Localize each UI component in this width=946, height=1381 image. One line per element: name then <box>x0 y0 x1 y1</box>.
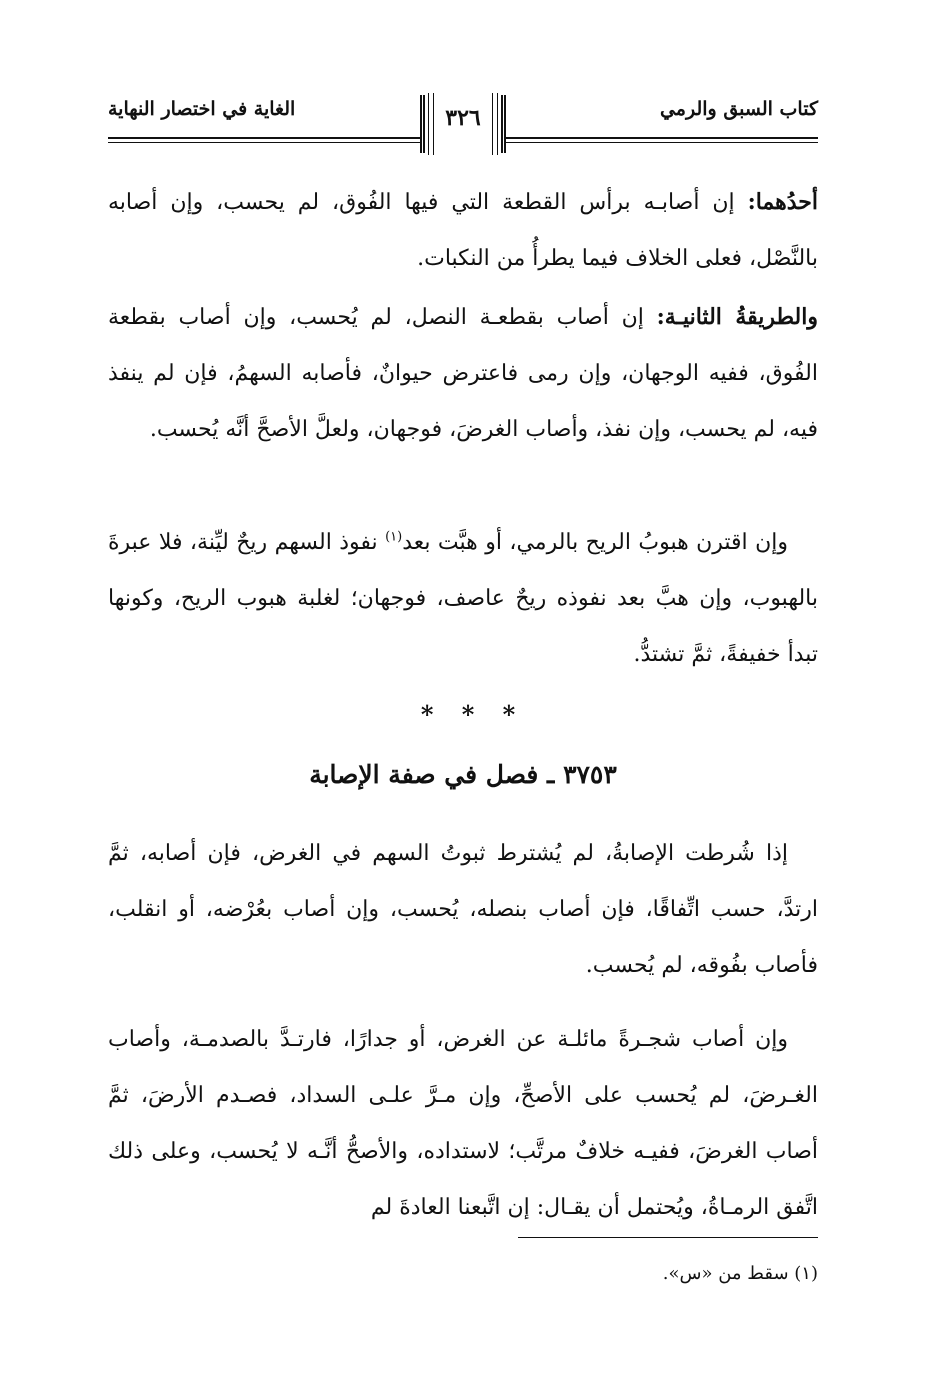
paragraph-1 <box>108 174 818 287</box>
section-title: ٣٧٥٣ ـ فصل في صفة الإصابة <box>309 760 617 789</box>
paragraph-4-text: إذا شُرطت الإصابةُ، لم يُشترط ثبوتُ السهم في الغرض، فإن أصابه، ثمَّ ارتدَّ، حسب اتِّفاقًا، فإن أصاب بنصله، يُحسب، وإن أصاب بعُرْضه، أو انقلب، فأصاب بفُوقه، لم يُحسب. <box>108 841 818 978</box>
paragraph-3-text-after: نفوذ السهم ريحٌ ليِّنة، فلا عبرةَ بالهبوب، وإن هبَّ بعد نفوذه ريحٌ عاصف، فوجهان؛ لغلبة هبوب الريح، وكونها تبدأ خفيفةً، ثمَّ تشتدُّ. <box>108 530 818 667</box>
footnote: (١) سقط من «س». <box>662 1263 818 1284</box>
book-title: الغاية في اختصار النهاية <box>108 98 296 120</box>
paragraph-5 <box>108 1012 818 1236</box>
chapter-title: كتاب السبق والرمي <box>659 98 818 120</box>
paragraph-3 <box>108 515 818 683</box>
footnote-rule <box>518 1237 818 1238</box>
paragraph-2 <box>108 289 818 458</box>
paragraph-4 <box>108 826 818 994</box>
paragraph-2-text: إن أصاب بقطعـة النصل، لم يُحسب، وإن أصاب بقطعة الفُوق، ففيه الوجهان، وإن رمى فاعترض حيوانٌ، فأصابه السهمُ، فإن لم ينفذ فيه، لم يحسب، وإن نفذ، وأصاب الغرضَ، فوجهان، ولعلَّ الأصحَّ أنَّه يُحسب. <box>108 305 818 442</box>
paragraph-1-text: إن أصابـه برأس القطعة التي فيها الفُوق، لم يحسب، وإن أصابه بالنَّصْل، فعلى الخلاف فيما يطرأُ من النكبات. <box>108 190 818 271</box>
section-separator: * * * <box>420 700 526 729</box>
footnote-reference[interactable]: (١) <box>385 529 403 545</box>
paragraph-2-lead: والطريقةُ الثانيـة: <box>656 304 818 330</box>
paragraph-1-lead: أحدُهما: <box>747 189 818 215</box>
page-number: ٣٢٦ <box>445 105 481 131</box>
paragraph-5-text: وإن أصاب شجـرةً مائلـة عن الغرض، أو جدارًا، فارتـدَّ بالصدمـة، وأصاب الغـرضَ، لم يُحسب على الأصحِّ، وإن مـرَّ علـى السداد، فصـدم الأرضَ، ثمَّ أصاب الغرضَ، ففيـه خلافٌ مرتَّب؛ لاستداده، والأصحُّ أنَّـه لا يُحسب، وعلى ذلك اتَّفق الرمـاةُ، ويُحتمل أن يقـال: إن اتَّبعنا العادةَ لم <box>108 1027 818 1220</box>
page-number-frame <box>420 95 506 153</box>
paragraph-3-text-before: وإن اقترن هبوبُ الريح بالرمي، أو هبَّت بعد <box>402 530 788 555</box>
